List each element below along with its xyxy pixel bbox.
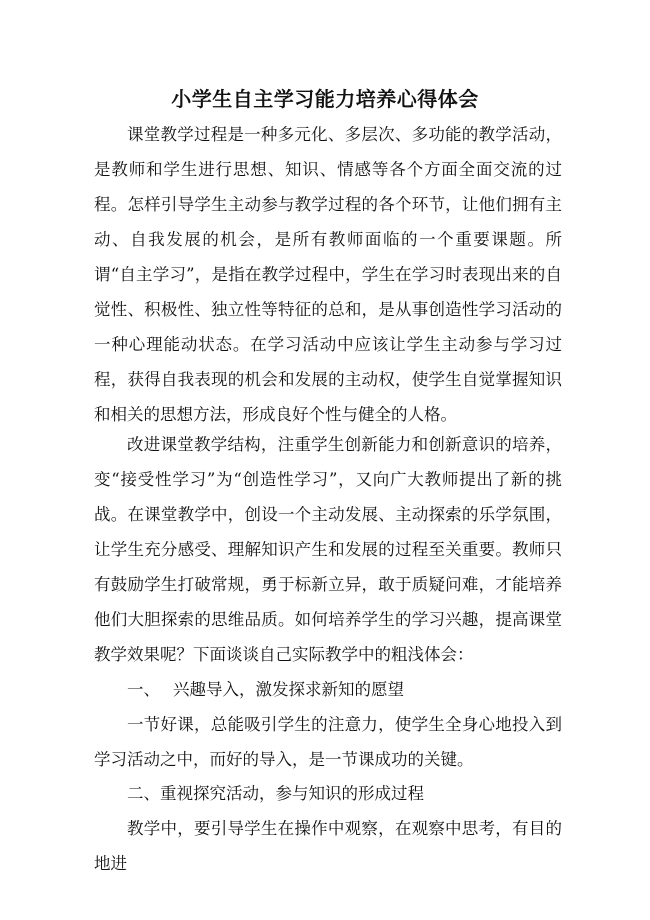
section-heading-1-number: 一、: [127, 680, 160, 699]
section-heading-1-text: 兴趣导入，激发探求新知的愿望: [173, 680, 404, 699]
section-heading-2: 二、重视探究活动，参与知识的形成过程: [127, 784, 424, 803]
paragraph-intro: 课堂教学过程是一种多元化、多层次、多功能的教学活动，是教师和学生进行思想、知识、情感等各个方面全面交流的过程。怎样引导学生主动参与教学过程的各个环节，让他们拥有主动、自我发展的机会，是所有教师面临的一个重要课题。所谓“自主学习”，是指在教学过程中，学生在学习时表现出来的自觉性、积极性、独立性等特征的总和，是从事创造性学习活动的一种心理能动状态。在学习活动中应该让学生主动参与学习过程，获得自我表现的机会和发展的主动权，使学生自觉掌握知识和相关的思想方法，形成良好个性与健全的人格。: [94, 125, 562, 424]
document-title: 小学生自主学习能力培养心得体会: [171, 87, 479, 111]
paragraph-teaching-structure: 改进课堂教学结构，注重学生创新能力和创新意识的培养，变“接受性学习”为“创造性学习”，又向广大教师提出了新的挑战。在课堂教学中，创设一个主动发展、主动探索的乐学氛围，让学生充分感受、理解知识产生和发展的过程至关重要。教师只有鼓励学生打破常规，勇于标新立异，敢于质疑问难，才能培养他们大胆探索的思维品质。如何培养学生的学习兴趣，提高课堂教学效果呢？下面谈谈自己实际教学中的粗浅体会：: [94, 435, 562, 664]
paragraph-inquiry: 教学中，要引导学生在操作中观察，在观察中思考，有目的地进: [94, 819, 562, 873]
paragraph-interest-intro: 一节好课，总能吸引学生的注意力，使学生全身心地投入到学习活动之中，而好的导入，是一节课成功的关键。: [94, 715, 562, 769]
section-heading-1: [127, 672, 557, 707]
